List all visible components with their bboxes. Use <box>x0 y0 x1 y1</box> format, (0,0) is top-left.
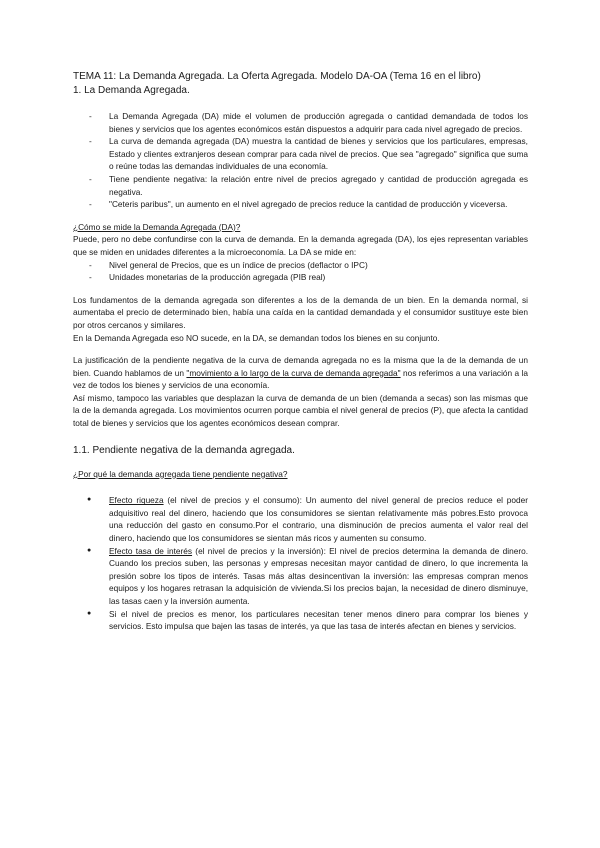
fundamentals-note: En la Demanda Agregada eso NO sucede, en la DA, se demandan todos los bienes en su conjunto. <box>73 332 440 343</box>
effect-paren: (el nivel de precios y el consumo) <box>163 495 300 506</box>
list-item: - La curva de demanda agregada (DA) muestra la cantidad de bienes y servicios que los particulares, empresas, Estado y clientes extranjeros desean comprar para cada nivel de precios. Que sea "agregado" significa que suma o reúne todas las demandas individuales de una economía. <box>73 135 528 173</box>
list-item: - Tiene pendiente negativa: la relación entre nivel de precios agregado y cantidad de producción agregada es negativa. <box>73 173 528 198</box>
effect-text: : Un aumento del nivel general de precios reduce el poder adquisitivo real del dinero, haciendo que los consumidores se sientan relativamente más pobres.Esto provoca una reducción del gasto en consumo.Por el contrario, una disminución de precios aumenta el valor real del dinero, haciendo que los consumidores se sientan más ricos y aumenten su consumo. <box>109 495 528 544</box>
justification-lead: La justificación de la pendiente negativa de la curva de demanda agregada no es la misma que la de la demanda de un bien. Cuando hablamos de un <box>73 355 528 378</box>
effects-list <box>73 494 528 633</box>
effect-text: : El nivel de precios determina la demanda de dinero. Cuando los precios suben, las personas y empresas necesitan mayor cantidad de dinero, lo que incrementa la presión sobre los tipos de interés. Tasas más altas desincentivan la inversión: las empresas compran menos equipos y los hogares retrasan la adquisición de vivienda.Si los precios bajan, la necesidad de dinero disminuye, las tasas caen y la inversión aumenta. <box>109 545 529 606</box>
measure-text: Puede, pero no debe confundirse con la curva de demanda. En la demanda agregada (DA), los ejes representan variables que se miden en unidades diferentes a la microeconomía. La DA se mide en: <box>73 234 528 257</box>
effect-text: Si el nivel de precios es menor, los particulares necesitan tener menos dinero para comprar los bienes y servicios. Esto impulsa que bajen las tasas de interés, ya que las tasa de interés afectan en bienes y servicios. <box>109 608 528 632</box>
measure-question: ¿Cómo se mide la Demanda Agregada (DA)? <box>73 221 241 232</box>
effect-term: Efecto riqueza <box>109 495 164 506</box>
justification-paragraph-2: Así mismo, tampoco las variables que desplazan la curva de demanda de un bien (demanda a secas) son las mismas que la de la demanda agregada. Los movimientos ocurren porque cambia el nivel general de precios (P), que afecta la cantidad total de bienes y servicios que los agentes económicos desean comprar. <box>73 392 528 429</box>
section-heading-1-1: 1.1. Pendiente negativa de la demanda agregada. <box>73 444 295 456</box>
effect-paren: (el nivel de precios y la inversión) <box>192 545 324 556</box>
list-item: - Unidades monetarias de la producción agregada (PIB real) <box>73 271 528 284</box>
list-item: - Nivel general de Precios, que es un índice de precios (deflactor o IPC) <box>73 259 528 272</box>
section-heading-1: 1. La Demanda Agregada. <box>73 85 190 96</box>
document-title: TEMA 11: La Demanda Agregada. La Oferta Agregada. Modelo DA-OA (Tema 16 en el libro) <box>73 71 481 82</box>
intro-list <box>73 110 528 211</box>
list-item <box>73 494 528 544</box>
document-body <box>73 70 528 633</box>
list-item <box>73 545 528 608</box>
measure-list <box>73 259 528 284</box>
why-question: ¿Por qué la demanda agregada tiene pendiente negativa? <box>73 468 288 479</box>
list-item: - "Ceteris paribus", un aumento en el nivel agregado de precios reduce la cantidad de producción y viceversa. <box>73 198 528 211</box>
effect-term: Efecto tasa de interés <box>109 545 193 556</box>
movement-term: "movimiento a lo largo de la curva de demanda agregada" <box>186 367 401 378</box>
list-item: - La Demanda Agregada (DA) mide el volumen de producción agregada o cantidad demandada de todos los bienes y servicios que los agentes económicos están dispuestos a adquirir para cada nivel agregado de precios. <box>73 110 528 135</box>
justification-tail: nos referimos a una variación a la vez de todos los bienes y servicios de una economía. <box>73 367 529 391</box>
list-item <box>73 608 528 633</box>
fundamentals-paragraph: Los fundamentos de la demanda agregada son diferentes a los de la demanda de un bien. En la demanda normal, si aumentaba el precio de determinado bien, había una caída en la cantidad demandada y el consumidor sustituye este bien por otros cercanos y similares. <box>73 294 528 330</box>
justification-paragraph <box>73 354 528 392</box>
